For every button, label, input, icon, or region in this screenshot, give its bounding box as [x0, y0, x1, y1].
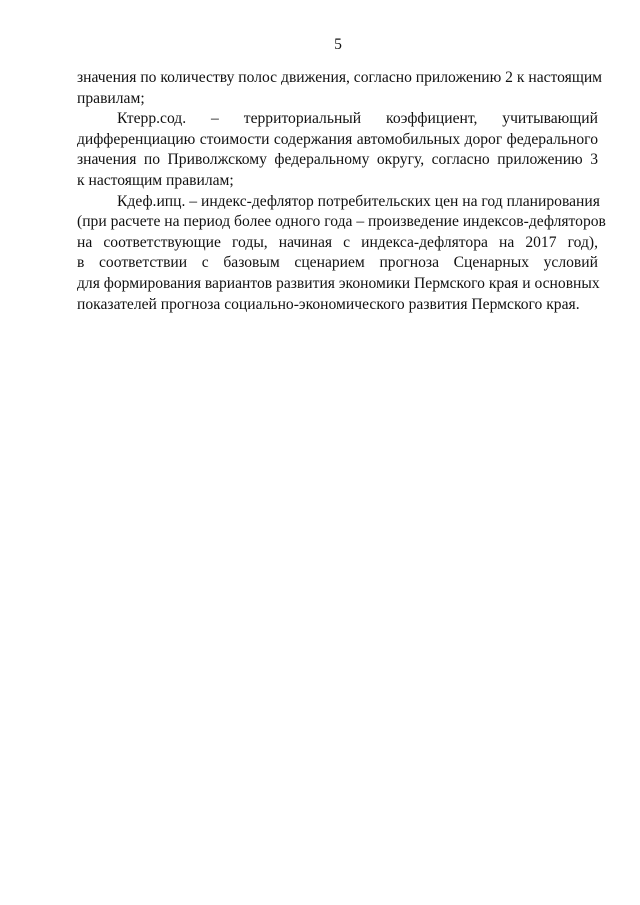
- document-body: [77, 68, 606, 315]
- text-line: (при расчете на период более одного года – произведение индексов-дефляторов: [77, 213, 606, 231]
- text-line: значения по количеству полос движения, согласно приложению 2 к настоящим: [77, 69, 603, 86]
- text-line: правилам;: [77, 89, 145, 107]
- paragraph-deflator-index: [77, 192, 606, 316]
- page-number: 5: [334, 36, 342, 53]
- text-line: в соответствии с базовым сценарием прогноза Сценарных условий: [77, 254, 598, 272]
- text-line: на соответствующие годы, начиная с индекса-дефлятора на 2017 год),: [77, 233, 598, 251]
- text-line: показателей прогноза социально-экономического развития Пермского края.: [77, 295, 580, 313]
- text-line: дифференциацию стоимости содержания автомобильных дорог федерального: [77, 130, 598, 148]
- text-line: Ктерр.сод. – территориальный коэффициент, учитывающий: [117, 110, 598, 128]
- text-line: Кдеф.ипц. – индекс-дефлятор потребительских цен на год планирования: [117, 192, 600, 210]
- text-line: для формирования вариантов развития экономики Пермского края и основных: [77, 274, 600, 292]
- text-line: значения по Приволжскому федеральному округу, согласно приложению 3: [77, 151, 598, 169]
- paragraph-territorial-coefficient: [77, 109, 598, 191]
- text-line: к настоящим правилам;: [77, 171, 234, 189]
- paragraph-lanes-continuation: [77, 68, 603, 109]
